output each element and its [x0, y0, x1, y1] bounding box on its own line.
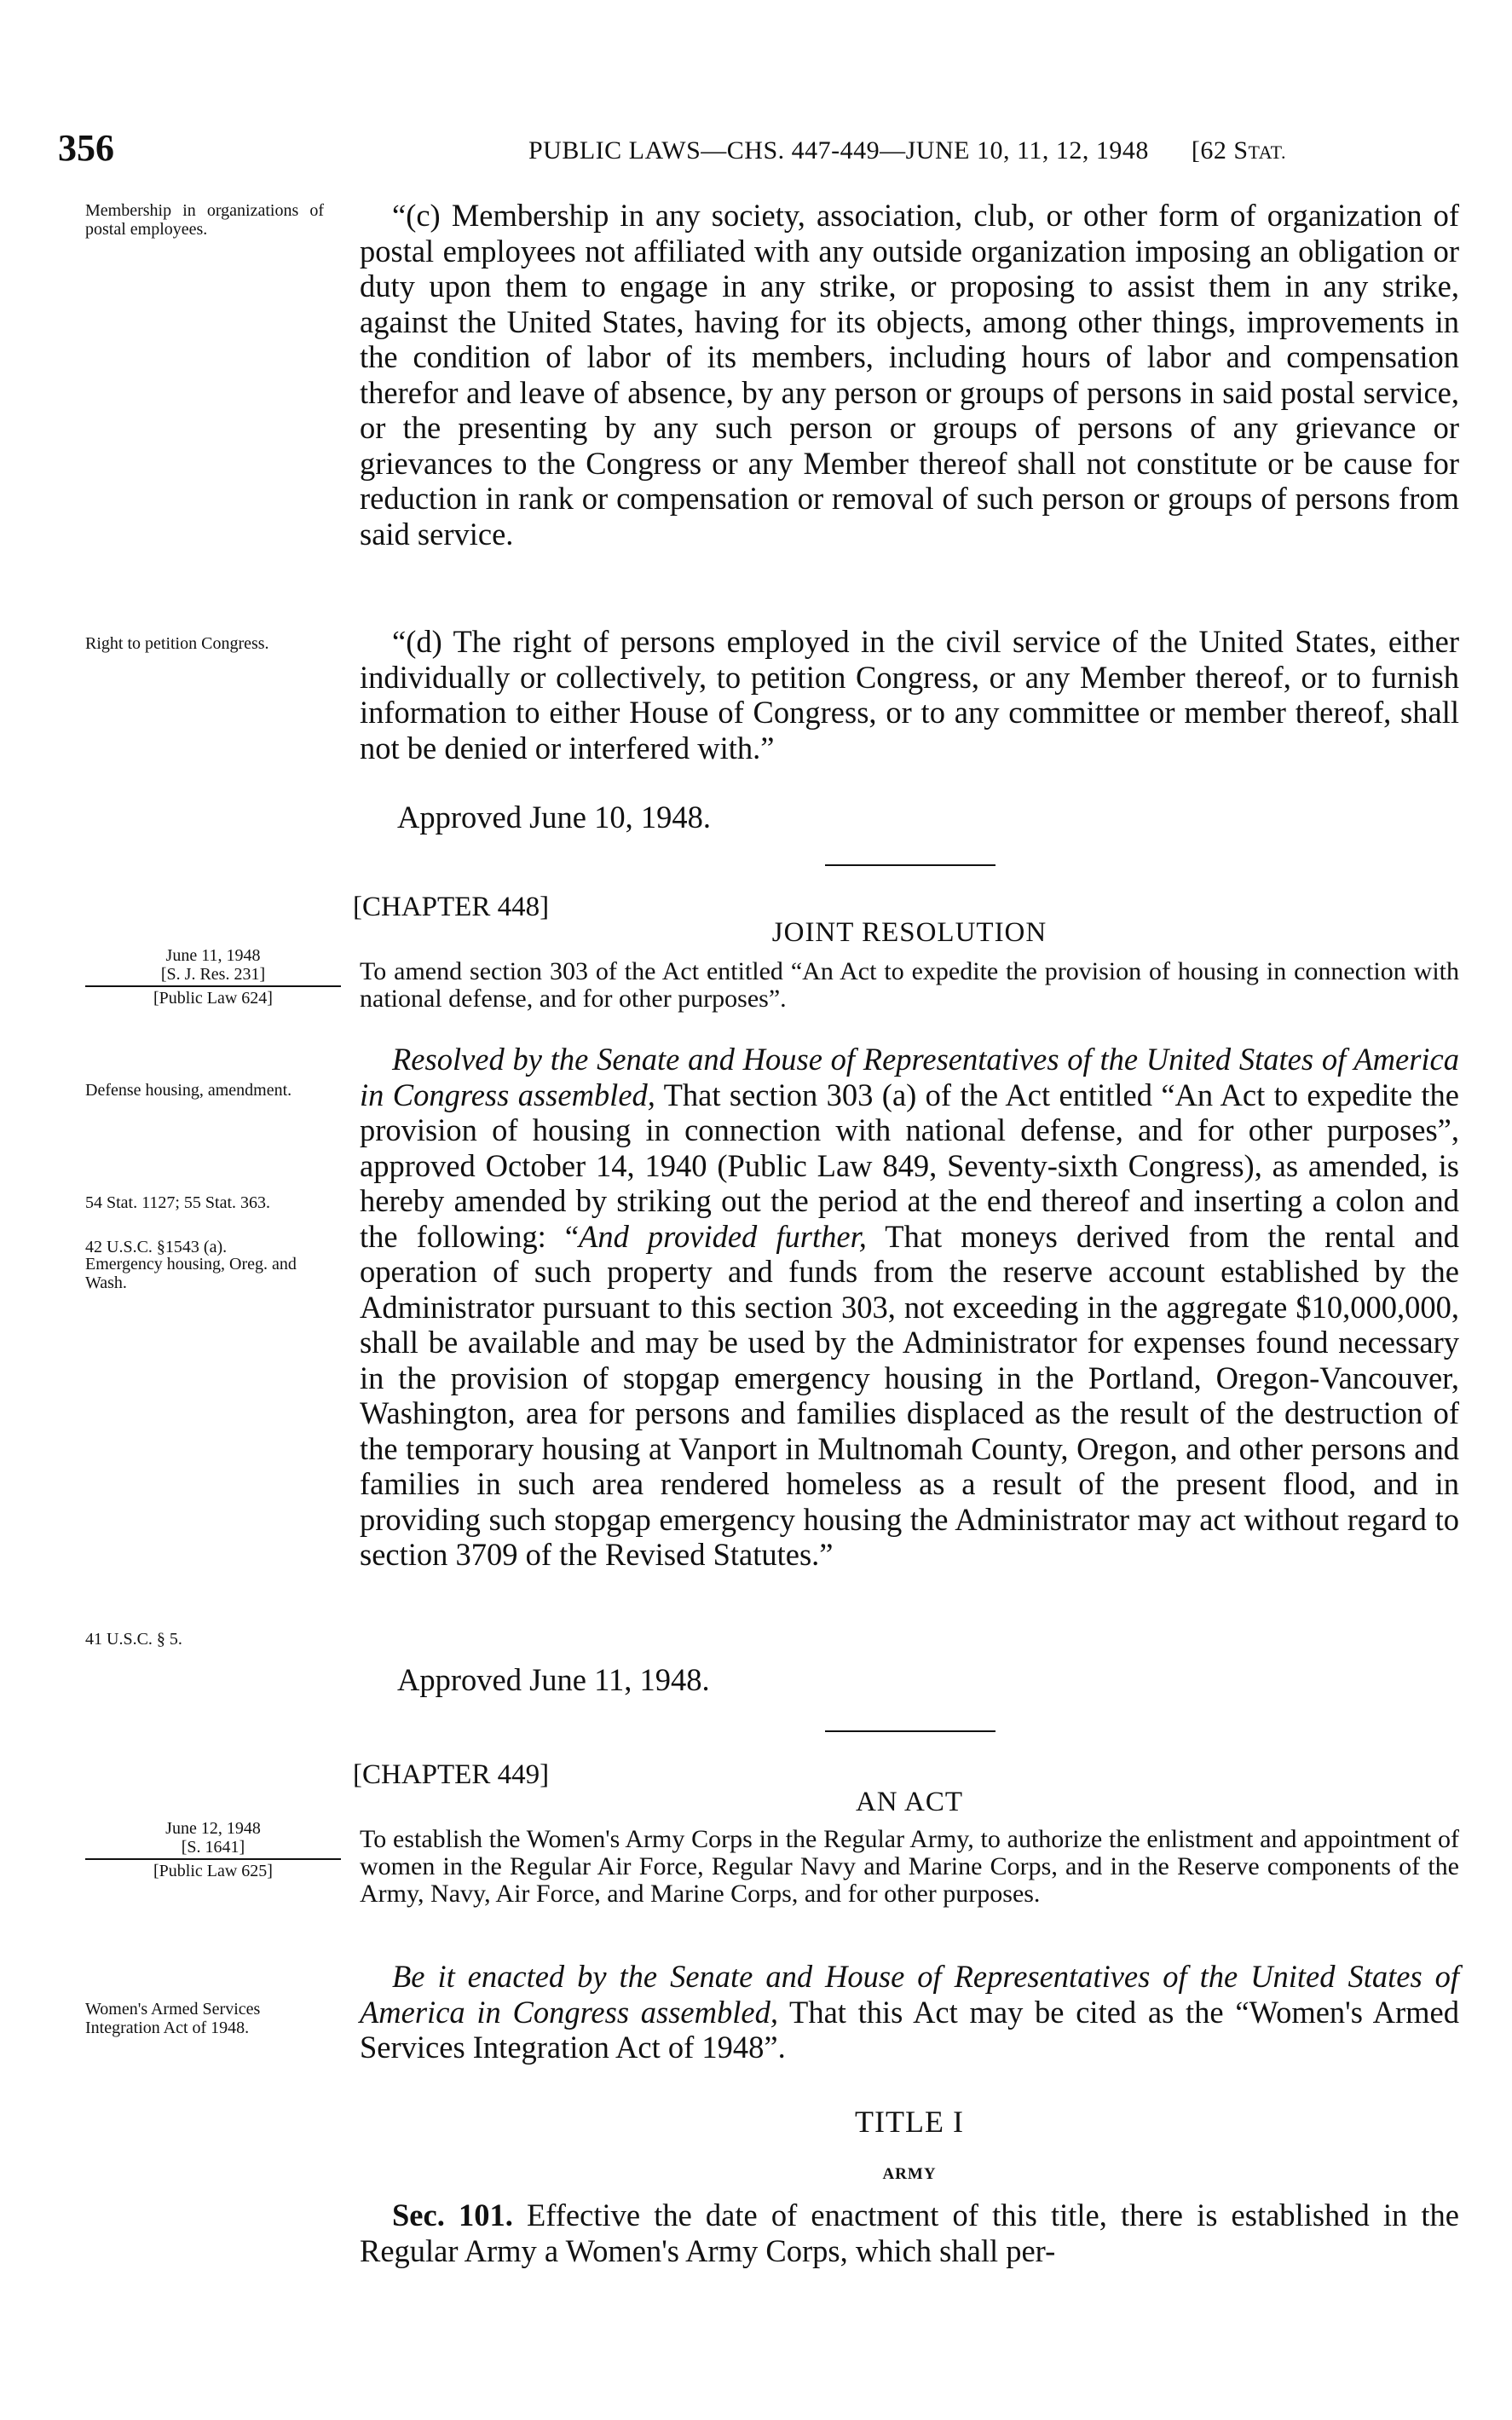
margin-note-ch449-citation [85, 1819, 341, 1880]
margin-note-membership: Membership in organizations of postal employees. [85, 201, 324, 239]
chapter-449-purpose-block [360, 1826, 1459, 1908]
approved-1-block [360, 800, 1459, 835]
enacting-paragraph [360, 1959, 1459, 2065]
enacting-block [360, 1959, 1459, 2065]
section-divider-1 [825, 864, 995, 866]
margin-note-usc-ref-2: 41 U.S.C. § 5. [85, 1630, 182, 1649]
ch449-public-law: [Public Law 625] [153, 1862, 273, 1880]
section-101-paragraph [360, 2198, 1459, 2268]
chapter-448-type: JOINT RESOLUTION [771, 917, 1047, 948]
ch449-bill-number: [S. 1641] [85, 1838, 341, 1860]
chapter-448-purpose-block [360, 958, 1459, 1013]
margin-note-ch448-citation [85, 946, 341, 1008]
paragraph-d-block [360, 624, 1459, 765]
paragraph-c-block [360, 198, 1459, 552]
margin-note-right-petition: Right to petition Congress. [85, 634, 269, 653]
ch448-date: June 11, 1948 [165, 946, 261, 965]
title-heading: TITLE I [855, 2105, 964, 2139]
ch448-public-law: [Public Law 624] [153, 989, 273, 1008]
ch449-date: June 12, 1948 [165, 1819, 261, 1838]
army-heading: ARMY [882, 2165, 937, 2183]
running-head-volume-prefix: [62 S [1191, 136, 1249, 165]
enacting-clause: Be it enacted by the Senate and House of Representatives of the United States of America in Congress assembled, [360, 1959, 1459, 2030]
margin-note-emergency-housing: Emergency housing, Oreg. and Wash. [85, 1255, 297, 1292]
margin-note-defense-housing: Defense housing, amendment. [85, 1081, 292, 1100]
section-101-block [360, 2198, 1459, 2268]
chapter-449-type: AN ACT [855, 1787, 964, 1817]
approved-2-block [360, 1662, 1459, 1698]
chapter-449-label: [CHAPTER 449] [353, 1759, 550, 1790]
running-head-volume-suffix: TAT. [1248, 142, 1286, 163]
margin-note-womens-act: Women's Armed Services Integration Act of 1948. [85, 2000, 261, 2037]
resolution-block [360, 1042, 1459, 1573]
section-divider-2 [825, 1730, 995, 1732]
resolution-text-1: That section 303 (a) of the Act entitled “An Act to expedite the provision of housing in connection with national defense, and for other purposes”, approved October 14, 1940 (Public Law 849, Seventy-sixth Congress), as amended, is hereby amended by striking out the period at the end thereof and inserting a colon and the following: “ [360, 1077, 1459, 1254]
section-101-text: Effective the date of enactment of this title, there is established in the Regular Army a Women's Army Corps, which shall per- [360, 2198, 1459, 2268]
section-101-label: Sec. 101. [392, 2198, 513, 2232]
paragraph-d: “(d) The right of persons employed in the civil service of the United States, either individually or collectively, to petition Congress, or any Member thereof, or to furnish information to either House of Congress, or to any committee or member thereof, shall not be denied or interfered with.” [360, 624, 1459, 765]
running-head-main: PUBLIC LAWS—CHS. 447-449—JUNE 10, 11, 12, 1948 [528, 136, 1149, 165]
chapter-448-purpose: To amend section 303 of the Act entitled “An Act to expedite the provision of housing in connection with national defense, and for other purposes”. [360, 957, 1459, 1013]
ch448-bill-number: [S. J. Res. 231] [85, 965, 341, 987]
margin-note-stat-ref: 54 Stat. 1127; 55 Stat. 363. [85, 1193, 271, 1212]
approved-date-2: Approved June 11, 1948. [397, 1662, 710, 1697]
chapter-448-label: [CHAPTER 448] [353, 892, 550, 922]
enacting-text: That this Act may be cited as the “Women's Armed Services Integration Act of 1948”. [360, 1994, 1460, 2065]
resolution-paragraph [360, 1042, 1459, 1573]
chapter-449-purpose: To establish the Women's Army Corps in the Regular Army, to authorize the enlistment and appointment of women in the Regular Air Force, Regular Navy and Marine Corps, and in the Reserve components of the Army, Navy, Air Force, and Marine Corps, and for other purposes. [360, 1825, 1459, 1908]
margin-note-usc-ref: 42 U.S.C. §1543 (a). [85, 1238, 228, 1256]
paragraph-c: “(c) Membership in any society, association, club, or other form of organization of postal employees not affiliated with any outside organization imposing an obligation or duty upon them to engage in any strike, or proposing to assist them in any strike, against the United States, having for its objects, among other things, improvements in the condition of labor of its members, including hours of labor and compensation therefor and leave of absence, by any person or groups of persons in said postal service, or the presenting by any such person or groups of persons of any grievance or grievances to the Congress or any Member thereof shall not constitute or be cause for reduction in rank or compensation or removal of such person or groups of persons from said service. [360, 198, 1459, 552]
running-head [528, 136, 1286, 165]
resolution-proviso: And provided further, [579, 1218, 867, 1254]
approved-date-1: Approved June 10, 1948. [397, 800, 711, 835]
resolution-text-2: That moneys derived from the rental and operation of such property and funds from the reserve account established by the Administrator pursuant to this section 303, not exceeding in the aggregate $10,000,000, shall be available and may be used by the Administrator for expenses found necessary in the provision of stopgap emergency housing in the Portland, Oregon-Vancouver, Washington, area for persons and families displaced as the result of the destruction of the temporary housing at Vanport in Multnomah County, Oregon, and other persons and families in such area rendered homeless as a result of the present flood, and in providing such stopgap emergency housing the Administrator may act without regard to section 3709 of the Revised Statutes.” [360, 1218, 1459, 1572]
resolved-clause: Resolved by the Senate and House of Representatives of the United States of America in Congress assembled, [360, 1042, 1459, 1112]
page-number: 356 [58, 127, 114, 169]
